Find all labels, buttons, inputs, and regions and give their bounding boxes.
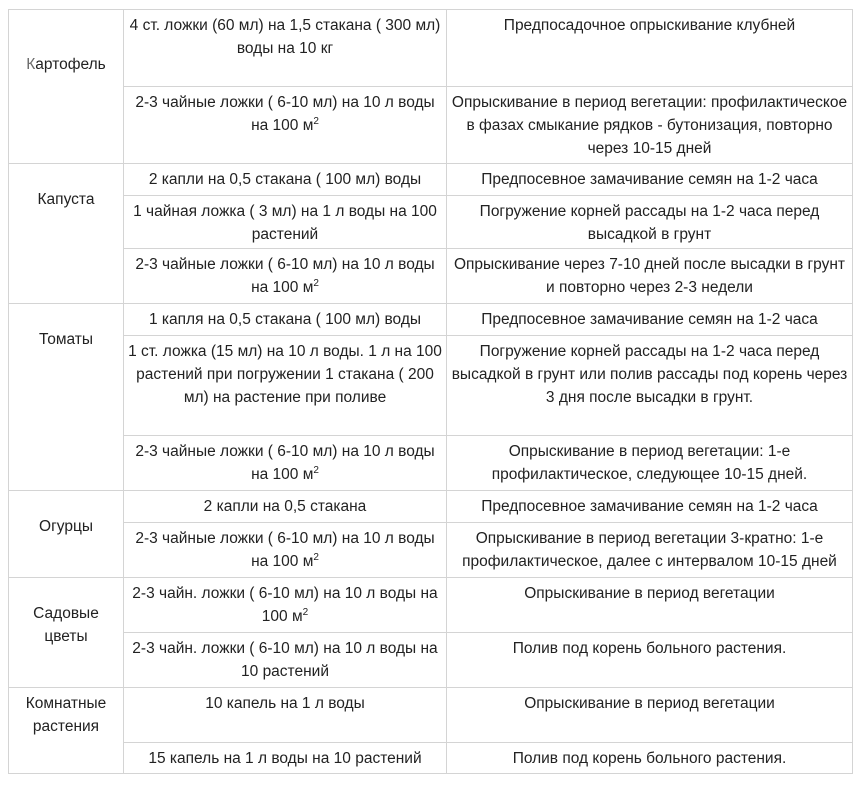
use-cell: Предпосевное замачивание семян на 1-2 часа bbox=[447, 164, 853, 196]
dosage-table bbox=[8, 9, 853, 774]
table-row bbox=[9, 249, 853, 304]
use-cell: Предпосевное замачивание семян на 1-2 часа bbox=[447, 491, 853, 523]
dose-cell: 2-3 чайные ложки ( 6-10 мл) на 10 л воды на 100 $м^2$ bbox=[124, 87, 447, 164]
use-cell: Опрыскивание в период вегетации bbox=[447, 578, 853, 633]
crop-name: Томаты bbox=[9, 304, 124, 491]
table-row bbox=[9, 523, 853, 578]
crop-name: Комнатные растения bbox=[9, 688, 124, 774]
use-cell: Полив под корень больного растения. bbox=[447, 743, 853, 774]
dose-cell: 2-3 чайные ложки ( 6-10 мл) на 10 л воды на 100 $м^2$ bbox=[124, 249, 447, 304]
dose-cell: 2-3 чайн. ложки ( 6-10 мл) на 10 л воды на 100 $м^2$ bbox=[124, 578, 447, 633]
table-row bbox=[9, 743, 853, 774]
use-cell: Опрыскивание в период вегетации bbox=[447, 688, 853, 743]
table-row bbox=[9, 578, 853, 633]
table-row bbox=[9, 164, 853, 196]
crop-name: Капуста bbox=[9, 164, 124, 304]
use-cell: Опрыскивание через 7-10 дней после высадки в грунт и повторно через 2-3 недели bbox=[447, 249, 853, 304]
dose-cell: 4 ст. ложки (60 мл) на 1,5 стакана ( 300 мл) воды на 10 кг bbox=[124, 10, 447, 87]
table-row bbox=[9, 87, 853, 164]
table-row bbox=[9, 436, 853, 491]
dose-cell: 1 чайная ложка ( 3 мл) на 1 л воды на 100 растений bbox=[124, 196, 447, 249]
table-row bbox=[9, 336, 853, 436]
dose-cell: 2 капли на 0,5 стакана ( 100 мл) воды bbox=[124, 164, 447, 196]
use-cell: Опрыскивание в период вегетации 3-кратно: 1-е профилактическое, далее с интервалом 10-15 дней bbox=[447, 523, 853, 578]
crop-name-rest: артофель bbox=[35, 56, 106, 73]
table-row bbox=[9, 633, 853, 688]
use-cell: Предпосадочное опрыскивание клубней bbox=[447, 10, 853, 87]
dose-cell: 1 ст. ложка (15 мл) на 10 л воды. 1 л на 100 растений при погружении 1 стакана ( 200 мл) на растение при поливе bbox=[124, 336, 447, 436]
table-row bbox=[9, 688, 853, 743]
dose-cell: 2-3 чайные ложки ( 6-10 мл) на 10 л воды на 100 $м^2$ bbox=[124, 523, 447, 578]
table-row bbox=[9, 304, 853, 336]
dose-cell: 15 капель на 1 л воды на 10 растений bbox=[124, 743, 447, 774]
dose-cell: 2-3 чайн. ложки ( 6-10 мл) на 10 л воды на 10 растений bbox=[124, 633, 447, 688]
use-cell: Погружение корней рассады на 1-2 часа перед высадкой в грунт или полив рассады под корень через 3 дня после высадки в грунт. bbox=[447, 336, 853, 436]
dose-cell: 10 капель на 1 л воды bbox=[124, 688, 447, 743]
table-row bbox=[9, 10, 853, 87]
dose-cell: 1 капля на 0,5 стакана ( 100 мл) воды bbox=[124, 304, 447, 336]
use-cell: Опрыскивание в период вегетации: профилактическое в фазах смыкание рядков - бутонизация, повторно через 10-15 дней bbox=[447, 87, 853, 164]
use-cell: Опрыскивание в период вегетации: 1-е профилактическое, следующее 10-15 дней. bbox=[447, 436, 853, 491]
use-cell: Полив под корень больного растения. bbox=[447, 633, 853, 688]
dose-cell: 2-3 чайные ложки ( 6-10 мл) на 10 л воды на 100 $м^2$ bbox=[124, 436, 447, 491]
crop-name: Огурцы bbox=[9, 491, 124, 578]
dose-cell: 2 капли на 0,5 стакана bbox=[124, 491, 447, 523]
use-cell: Предпосевное замачивание семян на 1-2 часа bbox=[447, 304, 853, 336]
crop-name: Садовые цветы bbox=[9, 578, 124, 688]
use-cell: Погружение корней рассады на 1-2 часа перед высадкой в грунт bbox=[447, 196, 853, 249]
table-row bbox=[9, 491, 853, 523]
crop-name: Картофель bbox=[9, 10, 124, 164]
table-row bbox=[9, 196, 853, 249]
